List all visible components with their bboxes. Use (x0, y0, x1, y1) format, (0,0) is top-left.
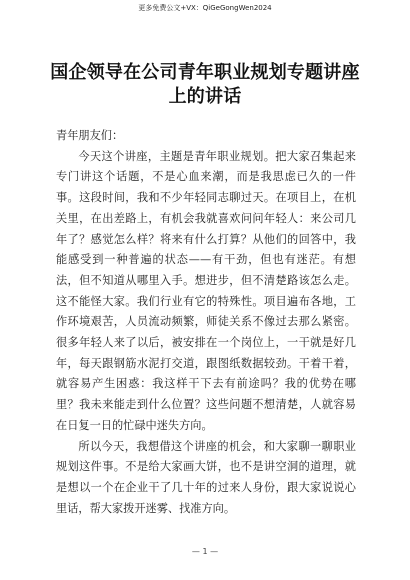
document-title: 国企领导在公司青年职业规划专题讲座上的讲话 (50, 62, 360, 107)
page-number: — 1 — (191, 547, 219, 556)
header-promo-note: 更多免费公文+VX：QiGeGongWen2024 (138, 4, 272, 12)
body-paragraph-1: 今天这个讲座，主题是青年职业规划。把大家召集起来专门讲这个话题，不是心血来潮，而是我思虑已久的一件事。这段时间，我和不少年轻同志聊过天。在项目上，在机关里，在出差路上，有机会我就喜欢问问年轻人：来公司几年了？感觉怎么样？将来有什么打算？从他们的回答中，我能感受到一种普遍的状态——有干劲，但也有迷茫。有想法，但不知道从哪里入手。想进步，但不清楚路该怎么走。这不能怪大家。我们行业有它的特殊性。项目遍布各地，工作环境艰苦，人员流动频繁，师徒关系不像过去那么紧密。很多年轻人来了以后，被安排在一个岗位上，一干就是好几年，每天跟钢筋水泥打交道，跟图纸数据较劲。干着干着，就容易产生困惑：我这样干下去有前途吗？我的优势在哪里？我未来能走到什么位置？这些问题不想清楚，人就容易在日复一日的忙碌中迷失方向。 (56, 149, 356, 432)
body-paragraph-2: 所以今天，我想借这个讲座的机会，和大家聊一聊职业规划这件事。不是给大家画大饼，也不是讲空洞的道理，就是想以一个在企业干了几十年的过来人身份，跟大家说说心里话，帮大家拨开迷雾、找准方向。 (56, 439, 356, 515)
salutation: 青年朋友们： (56, 129, 124, 142)
document-body (56, 126, 356, 519)
